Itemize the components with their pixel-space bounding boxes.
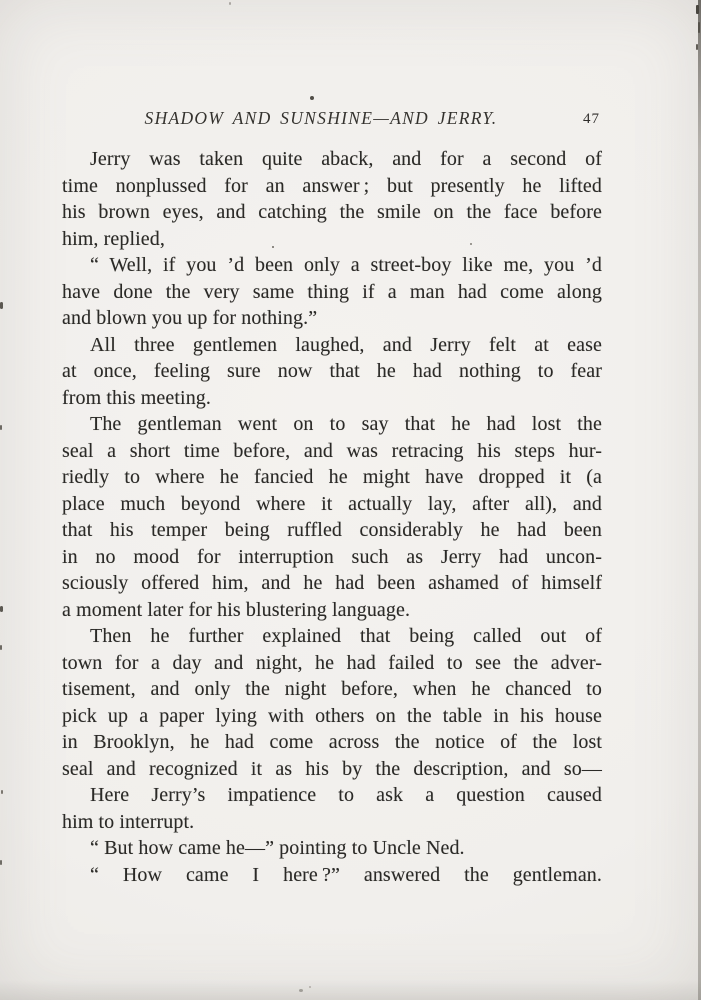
text-line: sciously offered him, and he had been ashamed of himself bbox=[62, 572, 602, 594]
scan-edge-speck bbox=[696, 5, 699, 14]
page-header bbox=[62, 106, 602, 130]
print-speck bbox=[309, 986, 311, 988]
scan-edge-speck bbox=[0, 425, 2, 430]
scan-edge-speck bbox=[1, 790, 3, 794]
text-line: “ How came I here ?” answered the gentleman. bbox=[90, 863, 602, 886]
text-line: that his temper being ruffled considerably he had been bbox=[62, 519, 602, 541]
running-title: SHADOW AND SUNSHINE—AND JERRY. bbox=[144, 108, 498, 128]
text-line: him to interrupt. bbox=[62, 810, 195, 833]
scan-edge-speck bbox=[0, 645, 2, 650]
print-speck bbox=[272, 246, 274, 248]
scan-bottom-shade bbox=[0, 980, 701, 1000]
print-speck bbox=[229, 2, 231, 5]
text-line: and blown you up for nothing.” bbox=[62, 307, 318, 329]
text-line: seal and recognized it as his by the description, and so— bbox=[62, 757, 602, 780]
paragraph-6 bbox=[62, 782, 602, 835]
text-line: from this meeting. bbox=[62, 386, 211, 409]
text-line: The gentleman went on to say that he had lost the bbox=[90, 413, 602, 435]
scan-edge-speck bbox=[0, 860, 2, 865]
text-line: have done the very same thing if a man had come along bbox=[62, 280, 602, 303]
scan-edge-speck bbox=[0, 302, 3, 309]
text-line: him, replied, bbox=[62, 227, 165, 250]
scan-edge-speck bbox=[696, 44, 698, 50]
paragraph-3 bbox=[62, 332, 602, 412]
paragraph-7 bbox=[62, 835, 602, 862]
text-line: pick up a paper lying with others on the table in his house bbox=[62, 704, 602, 727]
print-speck bbox=[470, 243, 472, 245]
text-line: his brown eyes, and catching the smile on the face before bbox=[62, 201, 602, 223]
print-speck bbox=[310, 96, 314, 100]
text-line: a moment later for his blustering language. bbox=[62, 598, 411, 621]
text-line: place much beyond where it actually lay, after all), and bbox=[62, 492, 602, 515]
paragraph-1 bbox=[62, 146, 602, 252]
scan-edge-speck bbox=[0, 606, 3, 612]
text-line: time nonplussed for an answer ; but presently he lifted bbox=[62, 174, 602, 197]
text-line: Here Jerry’s impatience to ask a question caused bbox=[90, 784, 602, 806]
text-line: tisement, and only the night before, when he chanced to bbox=[62, 678, 602, 700]
paragraph-8 bbox=[62, 862, 602, 889]
text-line: in Brooklyn, he had come across the notice of the lost bbox=[62, 731, 602, 753]
page-body bbox=[62, 146, 602, 888]
text-line: Then he further explained that being called out of bbox=[90, 625, 602, 647]
text-line: riedly to where he fancied he might have dropped it (a bbox=[62, 466, 602, 488]
page-number: 47 bbox=[583, 111, 600, 127]
paragraph-2 bbox=[62, 252, 602, 332]
text-line: “ But how came he—” pointing to Uncle Ned. bbox=[90, 837, 465, 859]
scan-edge-speck bbox=[698, 22, 700, 33]
text-line: “ Well, if you ’d been only a street-boy like me, you ’d bbox=[90, 254, 602, 276]
text-line: seal a short time before, and was retracing his steps hur- bbox=[62, 439, 602, 462]
text-line: town for a day and night, he had failed to see the adver- bbox=[62, 651, 602, 674]
print-speck bbox=[299, 989, 303, 992]
paragraph-4 bbox=[62, 411, 602, 623]
text-line: at once, feeling sure now that he had nothing to fear bbox=[62, 360, 602, 382]
text-line: in no mood for interruption such as Jerry had uncon- bbox=[62, 545, 602, 568]
text-line: All three gentlemen laughed, and Jerry felt at ease bbox=[90, 333, 602, 356]
text-line: Jerry was taken quite aback, and for a second of bbox=[90, 148, 602, 170]
paragraph-5 bbox=[62, 623, 602, 782]
